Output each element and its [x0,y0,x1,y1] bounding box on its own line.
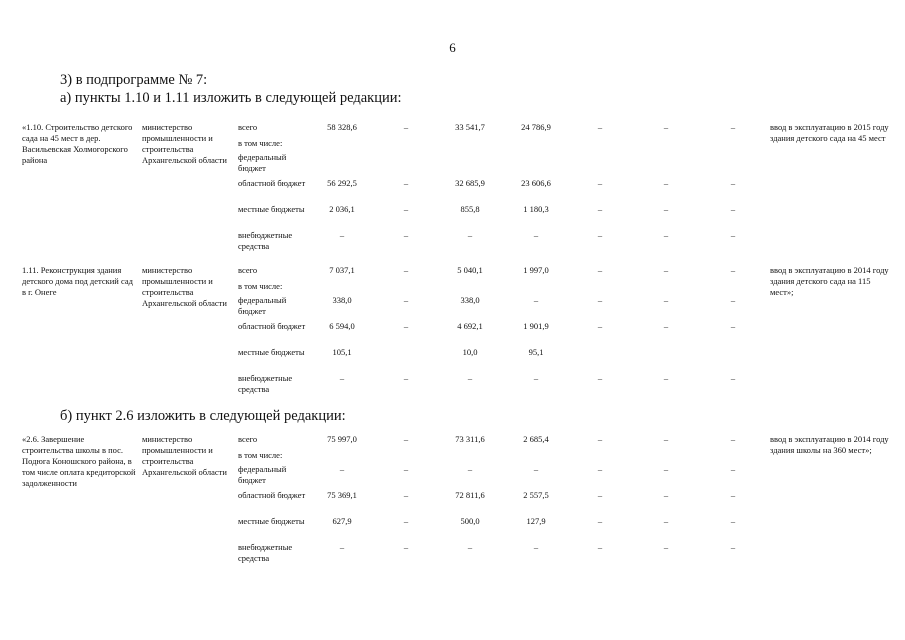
value-cell: 75 997,0 [327,434,357,444]
value-cell: – [467,542,473,552]
value-cell: – [403,204,409,214]
executor: министерство промышленности и строительства Архангельской области [142,265,227,308]
value-cell: 2 036,1 [329,204,355,214]
value-cell: – [663,122,669,132]
value-cell: – [730,230,736,240]
value-cell: – [730,265,736,275]
value-cell: – [403,373,409,383]
funding-source: в том числе: [238,281,283,291]
value-cell: – [403,122,409,132]
value-cell: 105,1 [332,347,352,357]
value-cell: 72 811,6 [455,490,485,500]
value-cell: – [467,373,473,383]
value-cell: 75 369,1 [327,490,357,500]
funding-source: внебюджетные средства [238,542,293,563]
funding-source: местные бюджеты [238,347,305,357]
value-cell: – [597,265,603,275]
funding-source: в том числе: [238,450,283,460]
value-cell: – [403,321,409,331]
funding-source: всего [238,265,258,275]
value-cell: – [730,490,736,500]
value-cell: – [730,434,736,444]
executor: министерство промышленности и строительства Архангельской области [142,434,227,477]
value-cell: – [597,516,603,526]
value-cell: 1 180,3 [523,204,549,214]
value-cell: 7 037,1 [329,265,355,275]
value-cell: – [663,321,669,331]
value-cell: – [663,373,669,383]
value-cell: – [403,230,409,240]
funding-source: всего [238,434,258,444]
value-cell: – [597,373,603,383]
value-cell: – [730,122,736,132]
value-cell: – [403,464,409,474]
expected-result: ввод в эксплуатацию в 2015 году здания детского сада на 45 мест [770,122,889,143]
value-cell: – [597,178,603,188]
value-cell: – [730,204,736,214]
value-cell: – [467,464,473,474]
value-cell: – [339,542,345,552]
value-cell: – [403,516,409,526]
funding-source: всего [238,122,258,132]
value-cell: – [339,464,345,474]
value-cell: 338,0 [460,295,480,305]
value-cell: 10,0 [462,347,478,357]
value-cell: 56 292,5 [327,178,357,188]
funding-source: федеральный бюджет [238,295,287,316]
value-cell: – [730,295,736,305]
value-cell: – [533,373,539,383]
value-cell: 95,1 [528,347,544,357]
funding-source: в том числе: [238,138,283,148]
value-cell: 23 606,6 [521,178,551,188]
expected-result: ввод в эксплуатацию в 2014 году здания школы на 360 мест»; [770,434,889,455]
value-cell: – [339,373,345,383]
funding-source: областной бюджет [238,178,306,188]
heading-a: а) пункты 1.10 и 1.11 изложить в следующей редакции: [60,90,402,106]
value-cell: – [597,295,603,305]
executor: министерство промышленности и строительства Архангельской области [142,122,227,165]
value-cell: – [597,464,603,474]
page-number: 6 [449,40,456,55]
value-cell: 627,9 [332,516,352,526]
value-cell: 1 901,9 [523,321,549,331]
value-cell: – [663,265,669,275]
funding-source: внебюджетные средства [238,230,293,251]
value-cell: – [533,464,539,474]
value-cell: 338,0 [332,295,352,305]
value-cell: – [597,204,603,214]
value-cell: – [403,265,409,275]
value-cell: 127,9 [526,516,546,526]
value-cell: – [730,321,736,331]
value-cell: 73 311,6 [455,434,485,444]
value-cell: – [730,373,736,383]
value-cell: 2 557,5 [523,490,549,500]
object-name: «1.10. Строительство детского сада на 45 мест в дер. Васильевская Холмогорского района [22,122,133,165]
value-cell: 6 594,0 [329,321,355,331]
value-cell: – [597,122,603,132]
value-cell: – [663,295,669,305]
value-cell: 32 685,9 [455,178,485,188]
value-cell: – [663,230,669,240]
value-cell: 5 040,1 [457,265,483,275]
value-cell: – [467,230,473,240]
value-cell: 2 685,4 [523,434,549,444]
object-name: «2.6. Завершение строительства школы в пос. Подюга Коношского района, в том числе оплата кредиторской задолженности [22,434,136,488]
value-cell: – [663,178,669,188]
expected-result: ввод в эксплуатацию в 2014 году здания детского сада на 115 мест»; [770,265,889,297]
value-cell: – [663,542,669,552]
value-cell: – [403,434,409,444]
value-cell: 33 541,7 [455,122,485,132]
value-cell: – [730,178,736,188]
value-cell: – [533,542,539,552]
value-cell: – [597,490,603,500]
value-cell: – [597,230,603,240]
value-cell: – [533,295,539,305]
value-cell: – [597,321,603,331]
heading-subprogram: 3) в подпрограмме № 7: [60,72,208,88]
value-cell: – [730,542,736,552]
value-cell: – [663,204,669,214]
value-cell: – [663,490,669,500]
funding-source: местные бюджеты [238,204,305,214]
value-cell: – [403,178,409,188]
value-cell: – [597,434,603,444]
value-cell: – [663,516,669,526]
value-cell: – [730,464,736,474]
value-cell: – [533,230,539,240]
funding-source: федеральный бюджет [238,464,287,485]
value-cell: – [663,464,669,474]
value-cell: 500,0 [460,516,480,526]
value-cell: 58 328,6 [327,122,357,132]
funding-source: областной бюджет [238,321,306,331]
object-name: 1.11. Реконструкция здания детского дома под детский сад в г. Онеге [22,265,133,297]
value-cell: 4 692,1 [457,321,483,331]
value-cell: 24 786,9 [521,122,551,132]
funding-source: федеральный бюджет [238,152,287,173]
value-cell: – [403,295,409,305]
value-cell: – [403,490,409,500]
funding-source: внебюджетные средства [238,373,293,394]
heading-b: б) пункт 2.6 изложить в следующей редакции: [60,408,346,424]
value-cell: – [663,434,669,444]
funding-source: областной бюджет [238,490,306,500]
value-cell: – [597,542,603,552]
value-cell: – [339,230,345,240]
value-cell: 855,8 [460,204,480,214]
value-cell: 1 997,0 [523,265,549,275]
value-cell: – [730,516,736,526]
value-cell: – [403,542,409,552]
funding-source: местные бюджеты [238,516,305,526]
